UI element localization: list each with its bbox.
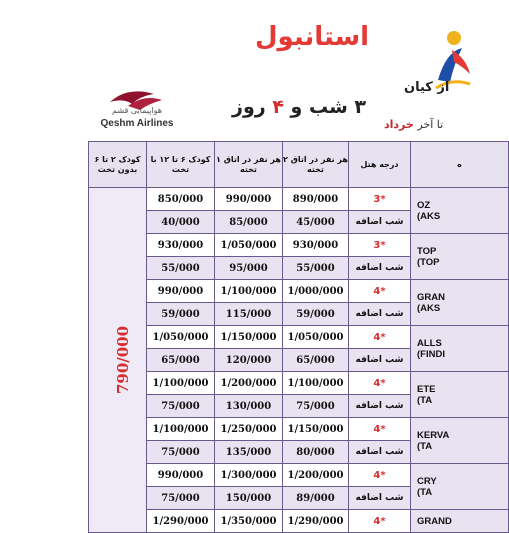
hotel-name-cell: [411, 372, 509, 418]
table-header-row: [89, 142, 509, 188]
hotel-grade: 4*: [349, 326, 411, 349]
hotel-grade: 4*: [349, 372, 411, 395]
hotel-name: CRY: [417, 475, 437, 487]
child-bed-price: 55/000: [147, 257, 215, 280]
double-room-price: 75/000: [283, 395, 349, 418]
double-room-price: 890/000: [283, 188, 349, 211]
hotel-district: (TA: [417, 440, 433, 452]
hotel-name: ALLS: [417, 337, 442, 349]
double-room-price: 65/000: [283, 349, 349, 372]
agency-name: از کیان: [404, 80, 450, 95]
airline-name-en: Qeshm Airlines: [100, 118, 174, 129]
double-room-price: 45/000: [283, 211, 349, 234]
extra-night-label: شب اضافه: [349, 257, 411, 280]
child-bed-price: 990/000: [147, 280, 215, 303]
single-room-price: 1/350/000: [215, 510, 283, 533]
child-bed-price: 75/000: [147, 395, 215, 418]
hotel-district: (TA: [417, 394, 433, 406]
table-row: [89, 188, 509, 211]
single-room-price: 1/200/000: [215, 372, 283, 395]
child-bed-price: 1/290/000: [147, 510, 215, 533]
validity-text: [384, 118, 443, 131]
double-room-price: 59/000: [283, 303, 349, 326]
hotel-name: ETE: [417, 383, 436, 395]
child-bed-price: 850/000: [147, 188, 215, 211]
extra-night-label: شب اضافه: [349, 349, 411, 372]
table-row: [89, 234, 509, 257]
double-room-price: 1/200/000: [283, 464, 349, 487]
hotel-grade: 4*: [349, 280, 411, 303]
child-bed-price: 59/000: [147, 303, 215, 326]
single-room-price: 135/000: [215, 441, 283, 464]
child-bed-price: 40/000: [147, 211, 215, 234]
double-room-price: 1/100/000: [283, 372, 349, 395]
col-double: هر نفر در اتاق ۲ تخته: [283, 142, 349, 188]
single-room-price: 990/000: [215, 188, 283, 211]
hotel-name-cell: [411, 510, 509, 533]
double-room-price: 930/000: [283, 234, 349, 257]
duration-days: ۴: [272, 96, 284, 118]
child-bed-price: 930/000: [147, 234, 215, 257]
child-nobed-price: 790/000: [114, 325, 133, 395]
single-room-price: 1/300/000: [215, 464, 283, 487]
duration-part1: ۳ شب و: [283, 96, 366, 118]
hotel-grade: 3*: [349, 188, 411, 211]
hotel-name-cell: [411, 464, 509, 510]
double-room-price: 1/000/000: [283, 280, 349, 303]
hotel-name: GRAND: [417, 515, 452, 527]
hotel-grade: 4*: [349, 510, 411, 533]
child-bed-price: 75/000: [147, 441, 215, 464]
price-table: [88, 141, 509, 533]
hotel-name-cell: [411, 326, 509, 372]
hotel-grade: 4*: [349, 418, 411, 441]
table-row: [89, 464, 509, 487]
col-child-bed: کودک ۶ تا ۱۲ با تخت: [147, 142, 215, 188]
double-room-price: 89/000: [283, 487, 349, 510]
hotel-district: (AKS: [417, 210, 441, 222]
duration-part2: روز: [232, 96, 273, 118]
tour-duration: [232, 96, 366, 118]
child-bed-price: 990/000: [147, 464, 215, 487]
validity-month: خرداد: [384, 118, 414, 131]
double-room-price: 80/000: [283, 441, 349, 464]
table-row: [89, 418, 509, 441]
page-header: [0, 0, 470, 140]
single-room-price: 115/000: [215, 303, 283, 326]
child-bed-price: 65/000: [147, 349, 215, 372]
extra-night-label: شب اضافه: [349, 487, 411, 510]
validity-prefix: تا آخر: [413, 118, 444, 131]
single-room-price: 1/250/000: [215, 418, 283, 441]
table-row: [89, 326, 509, 349]
hotel-name: OZ: [417, 199, 431, 211]
table-row: [89, 372, 509, 395]
hotel-name-cell: [411, 280, 509, 326]
extra-night-label: شب اضافه: [349, 441, 411, 464]
extra-night-label: شب اضافه: [349, 303, 411, 326]
hotel-name-cell: [411, 188, 509, 234]
single-room-price: 1/150/000: [215, 326, 283, 349]
single-room-price: 130/000: [215, 395, 283, 418]
double-room-price: 55/000: [283, 257, 349, 280]
hotel-district: (FINDI: [417, 348, 445, 360]
hotel-name-cell: [411, 234, 509, 280]
airline-name-fa: هواپیمایی قشم: [112, 106, 162, 115]
price-table-wrapper: [88, 141, 470, 527]
child-bed-price: 1/100/000: [147, 372, 215, 395]
table-row: [89, 280, 509, 303]
hotel-name: GRAN: [417, 291, 445, 303]
hotel-grade: 4*: [349, 464, 411, 487]
single-room-price: 120/000: [215, 349, 283, 372]
child-nobed-price-cell: [89, 188, 147, 533]
single-room-price: 95/000: [215, 257, 283, 280]
double-room-price: 1/290/000: [283, 510, 349, 533]
hotel-grade: 3*: [349, 234, 411, 257]
page-title: استانبول: [255, 22, 370, 52]
double-room-price: 1/150/000: [283, 418, 349, 441]
hotel-name: TOP: [417, 245, 437, 257]
hotel-district: (TA: [417, 486, 433, 498]
extra-night-label: شب اضافه: [349, 211, 411, 234]
extra-night-label: شب اضافه: [349, 395, 411, 418]
double-room-price: 1/050/000: [283, 326, 349, 349]
single-room-price: 1/100/000: [215, 280, 283, 303]
hotel-district: (TOP: [417, 256, 440, 268]
child-bed-price: 75/000: [147, 487, 215, 510]
child-bed-price: 1/100/000: [147, 418, 215, 441]
table-row: [89, 510, 509, 533]
col-single: هر نفر در اتاق ۱ تخته: [215, 142, 283, 188]
col-child-nobed: کودک ۲ تا ۶ بدون تخت: [89, 142, 147, 188]
single-room-price: 85/000: [215, 211, 283, 234]
col-hotel: ه: [411, 142, 509, 188]
single-room-price: 1/050/000: [215, 234, 283, 257]
single-room-price: 150/000: [215, 487, 283, 510]
col-grade: درجه هتل: [349, 142, 411, 188]
hotel-name-cell: [411, 418, 509, 464]
child-bed-price: 1/050/000: [147, 326, 215, 349]
hotel-district: (AKS: [417, 302, 441, 314]
hotel-name: KERVA: [417, 429, 450, 441]
